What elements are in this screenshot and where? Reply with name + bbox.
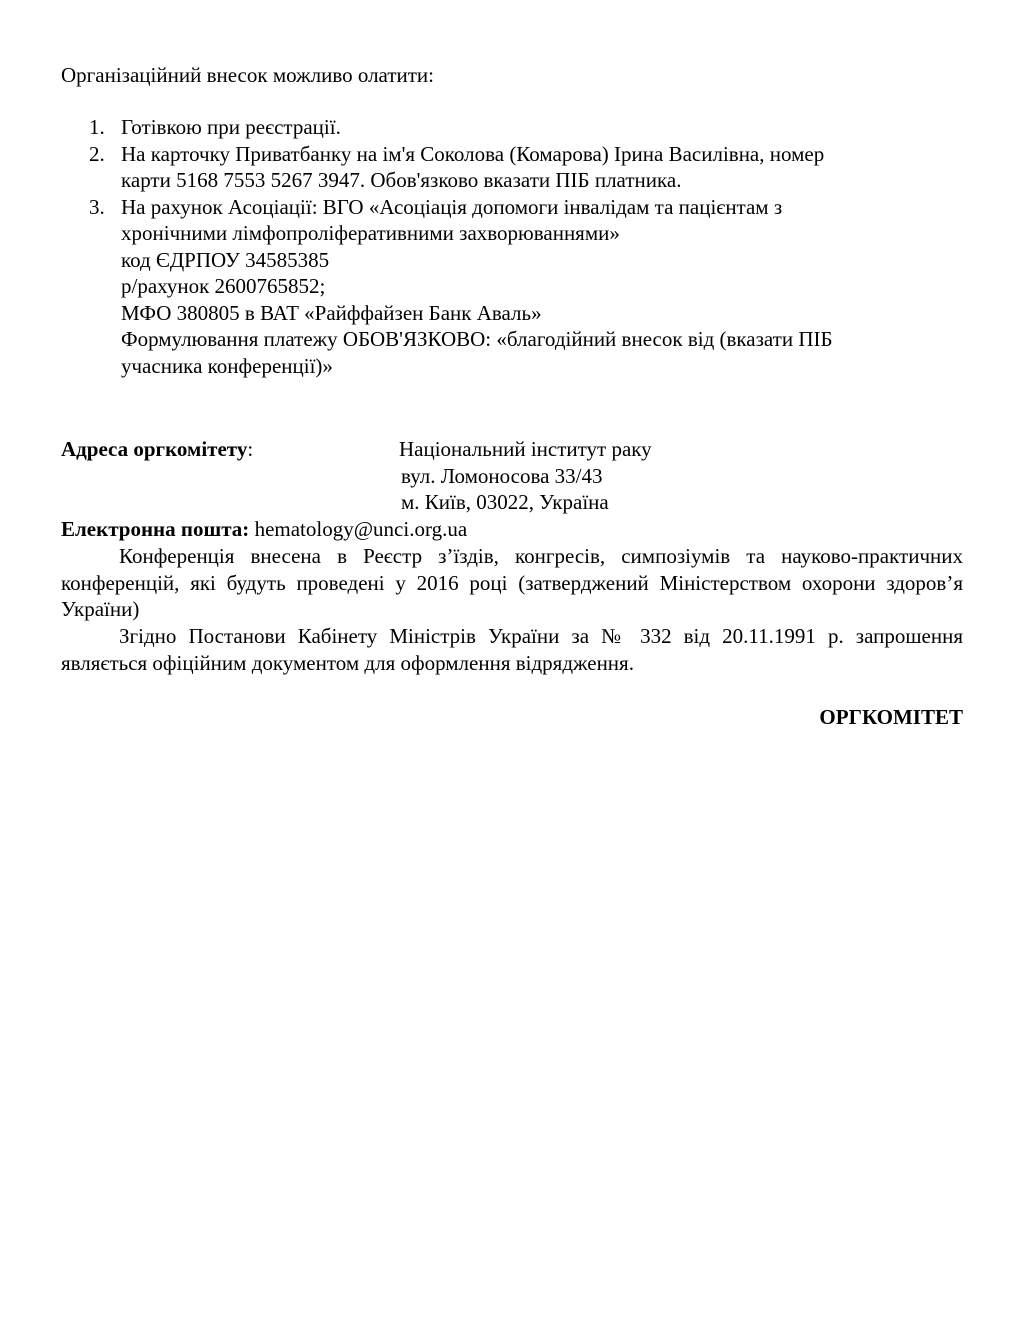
list-item-text: МФО 380805 в ВАТ «Райффайзен Банк Аваль» [121, 300, 542, 325]
list-item-text: Формулювання платежу ОБОВ'ЯЗКОВО: «благодійний внесок від (вказати ПІБ [121, 327, 833, 351]
email-row [61, 516, 467, 543]
payment-options-list [61, 114, 963, 379]
list-item-text: На рахунок Асоціації: ВГО «Асоціація допомоги інвалідам та пацієнтам з [121, 194, 783, 219]
list-item-text: код ЄДРПОУ 34585385 [121, 247, 330, 272]
list-item-text: учасника конференції)» [121, 353, 333, 378]
address-line: м. Київ, 03022, Україна [401, 490, 609, 514]
payment-option-card [61, 141, 963, 194]
list-item-text: р/рахунок 2600765852; [121, 274, 326, 298]
list-number: 1. [89, 115, 105, 139]
list-number: 3. [89, 194, 105, 219]
payment-option-cash [61, 114, 963, 141]
payment-intro: Організаційний внесок можливо олатити: [61, 63, 434, 87]
email-value[interactable]: hematology@unci.org.ua [254, 517, 468, 541]
payment-option-bank-account [61, 194, 963, 380]
list-number: 2. [89, 141, 105, 166]
registry-paragraph: Конференція внесена в Реєстр з’їздів, конгресів, симпозіумів та науково-практичних конференцій, які будуть проведені у 2016 році (затверджений Міністерством охорони здоров’я України) [61, 544, 963, 621]
list-item-text: На карточку Приватбанку на ім'я Соколова (Комарова) Ірина Василівна, номер [121, 141, 825, 166]
list-item-text: карти 5168 7553 5267 3947. Обов'язково вказати ПІБ платника. [121, 168, 682, 192]
resolution-paragraph: Згідно Постанови Кабінету Міністрів України за № 332 від 20.11.1991 р. запрошення являється офіційним документом для оформлення відрядження. [61, 624, 963, 675]
list-item-text: Готівкою при реєстрації. [121, 115, 341, 139]
signature: ОРГКОМІТЕТ [819, 705, 963, 729]
address-label: Адреса оргкомітету: [61, 437, 254, 461]
address-line: вул. Ломоносова 33/43 [401, 463, 603, 488]
email-label: Електронна пошта: [61, 517, 250, 541]
address-lines [399, 436, 652, 516]
address-line: Національний інститут раку [399, 437, 652, 461]
list-item-text: хронічними лімфопроліферативними захворюваннями» [121, 221, 620, 245]
